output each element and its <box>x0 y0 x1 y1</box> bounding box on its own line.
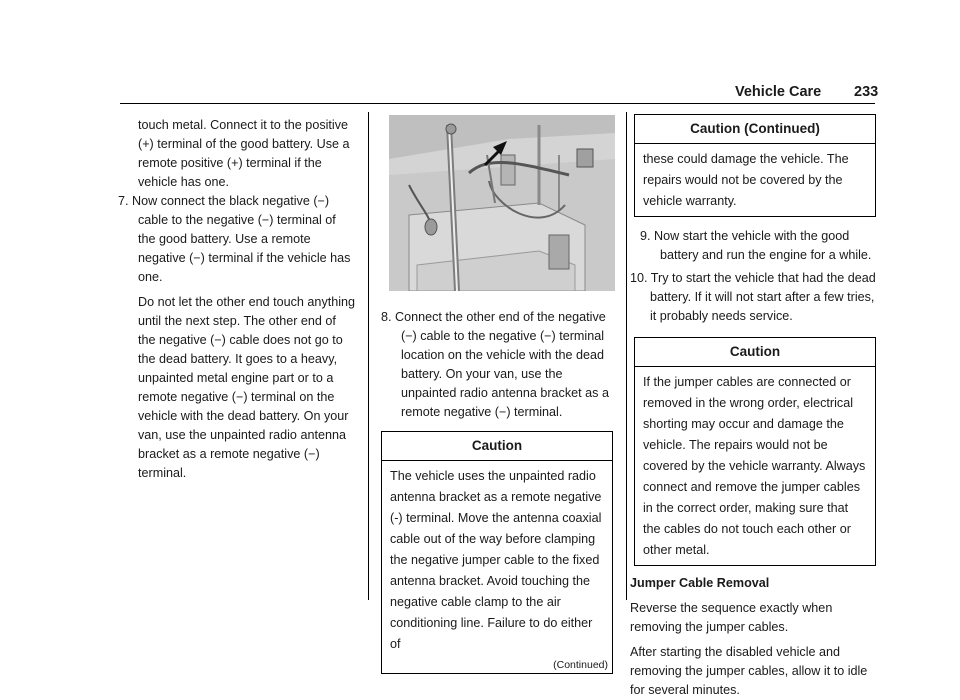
page-number: 233 <box>854 84 879 100</box>
caution2-title: Caution <box>635 338 875 367</box>
column-divider-2 <box>626 112 627 600</box>
step10-text: 10. Try to start the vehicle that had the dead battery. If it will not start after a few tries, it probably needs service. <box>630 271 876 323</box>
step6-continuation: touch metal. Connect it to the positive (+) terminal of the good battery. Use a remote positive (+) terminal if the vehicle has one. <box>138 118 350 189</box>
column-1 <box>118 116 356 483</box>
removal-paragraph-2: After starting the disabled vehicle and removing the jumper cables, allow it to idle for several minutes. <box>630 645 868 697</box>
column-divider-1 <box>368 112 369 600</box>
engine-compartment-illustration <box>389 115 615 291</box>
step9-text: 9. Now start the vehicle with the good battery and run the engine for a while. <box>640 229 872 262</box>
column-2 <box>381 115 613 674</box>
caution-box-antenna <box>381 431 613 674</box>
jumper-cable-removal-heading: Jumper Cable Removal <box>630 576 770 590</box>
step7-text: 7. Now connect the black negative (−) cable to the negative (−) terminal of the good battery. Use a remote negative (−) terminal if the vehicle has one. <box>118 194 351 284</box>
step8-text: 8. Connect the other end of the negative (−) cable to the negative (−) terminal location on the vehicle with the dead battery. On your van, use the unpainted radio antenna bracket as a remote negative (−) terminal. <box>381 310 609 419</box>
antenna-bracket-figure <box>389 115 615 291</box>
column-3 <box>630 114 876 700</box>
caution-continued-title: Caution (Continued) <box>635 115 875 144</box>
step7-note: Do not let the other end touch anything until the next step. The other end of the negative (−) cable does not go to the dead battery. It goes to a heavy, unpainted metal engine part or to a remote negative (−) terminal on the vehicle with the dead battery. On your van, use the unpainted radio antenna bracket as a remote negative (−) terminal. <box>138 295 356 480</box>
caution-title: Caution <box>382 432 612 461</box>
caution-box-wrong-order <box>634 337 876 566</box>
caution-continued-body: these could damage the vehicle. The repairs would not be covered by the vehicle warranty. <box>643 152 849 208</box>
continued-label: (Continued) <box>553 659 608 671</box>
section-title: Vehicle Care <box>735 84 822 100</box>
header-rule <box>120 103 875 104</box>
caution-body: The vehicle uses the unpainted radio antenna bracket as a remote negative (-) terminal. Move the antenna coaxial cable out of the way before clamping the negative jumper cable to the fixed antenna bracket. Avoid touching the negative cable clamp to the air conditioning line. Failure to do either of <box>390 469 602 651</box>
caution2-body: If the jumper cables are connected or removed in the wrong order, electrical shorting may occur and damage the vehicle. The repairs would not be covered by the vehicle warranty. Always connect and remove the jumper cables in the correct order, making sure that the cables do not touch each other or other metal. <box>643 375 866 557</box>
caution-box-continued <box>634 114 876 217</box>
removal-paragraph-1: Reverse the sequence exactly when removing the jumper cables. <box>630 601 833 634</box>
